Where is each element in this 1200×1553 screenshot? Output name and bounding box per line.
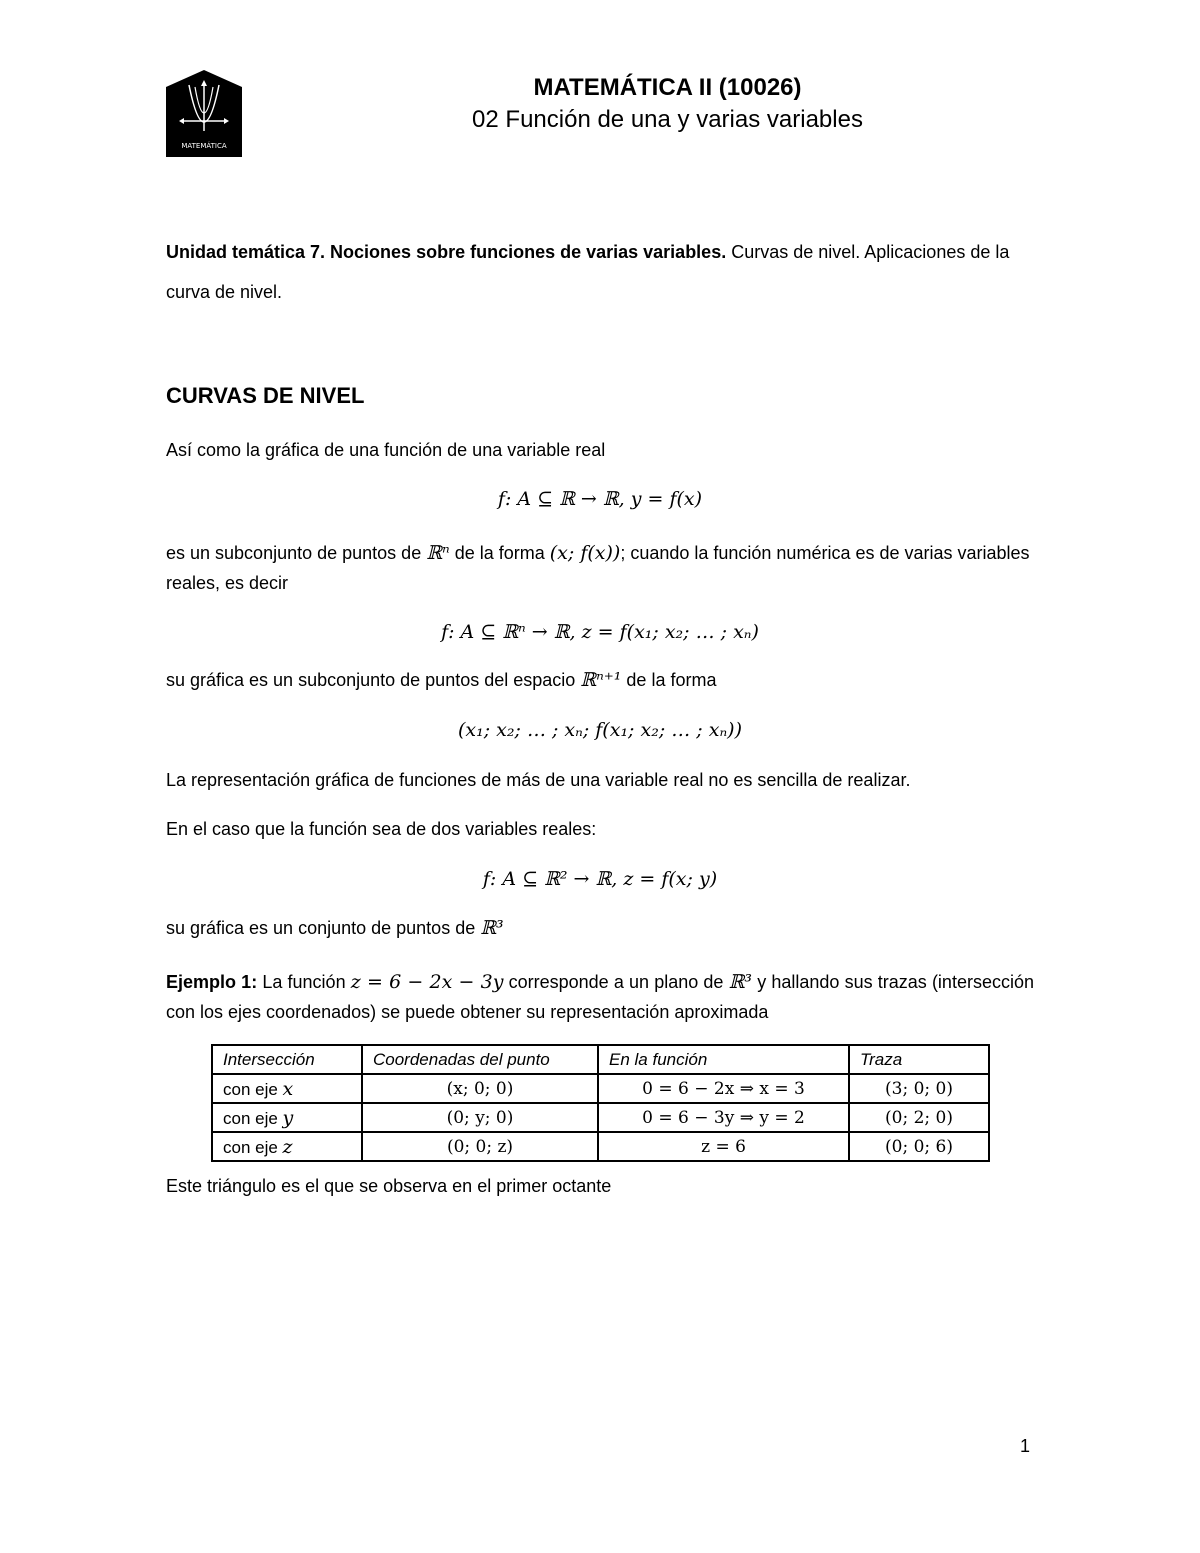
paragraph-3 [166,669,1034,691]
p2-text-b: de la forma [449,543,550,563]
row-label [212,1074,362,1103]
unit-bold-text: Unidad temática 7. Nociones sobre funciones de varias variables. [166,242,727,262]
table-row [212,1103,989,1132]
row-label-text: con eje [223,1137,283,1157]
p6-r3: ℝ³ [480,917,504,939]
p3-space: ℝⁿ⁺¹ [580,669,622,691]
row-label [212,1103,362,1132]
example-1 [166,967,1034,1027]
header-cell: Traza [849,1045,989,1074]
unit-rest-text: Curvas de nivel. Aplicaciones de la curva de nivel. [166,242,1010,302]
traces-table [211,1044,990,1162]
header-cell: Coordenadas del punto [362,1045,598,1074]
p2-text-c: ; cuando la función numérica es de varias variables reales, es decir [166,543,1030,593]
example-text-c: y hallando sus trazas (intersección con los ejes coordenados) se puede obtener su representación aproximada [166,972,1034,1022]
table-row [212,1074,989,1103]
function-cell: 0 = 6 − 2x ⇒ x = 3 [598,1074,849,1103]
p2-form: (x; f(x)) [549,542,621,564]
example-text-b: corresponde a un plano de [503,972,729,992]
function-cell: z = 6 [598,1132,849,1161]
table-row [212,1132,989,1161]
paragraph-1: Así como la gráfica de una función de una variable real [166,440,606,460]
equation-2: f: A ⊆ ℝⁿ → ℝ, z = f(x₁; x₂; … ; xₙ) [441,621,759,643]
equation-3: (x₁; x₂; … ; xₙ; f(x₁; x₂; … ; xₙ)) [457,719,742,741]
section-title: CURVAS DE NIVEL [166,383,365,408]
trace-cell: (3; 0; 0) [849,1074,989,1103]
paragraph-4: La representación gráfica de funciones de más de una variable real no es sencilla de realizar. [166,770,911,790]
coords-cell: (0; 0; z) [362,1132,598,1161]
paragraph-7: Este triángulo es el que se observa en el primer octante [166,1176,612,1196]
example-label: Ejemplo 1: [166,972,258,992]
coords-cell: (0; y; 0) [362,1103,598,1132]
table-header-row [212,1045,989,1074]
trace-cell: (0; 0; 6) [849,1132,989,1161]
p3-text-a: su gráfica es un subconjunto de puntos del espacio [166,670,581,690]
example-equation: z = 6 − 2x − 3y [350,971,504,993]
example-text-a: La función [257,972,351,992]
coords-cell: (x; 0; 0) [362,1074,598,1103]
paragraph-6 [166,917,1034,939]
equation-4: f: A ⊆ ℝ² → ℝ, z = f(x; y) [482,868,718,890]
p6-text-a: su gráfica es un conjunto de puntos de [166,918,481,938]
row-axis: y [282,1106,294,1129]
course-logo [165,69,243,157]
header-cell: En la función [598,1045,849,1074]
p2-text-a: es un subconjunto de puntos de [166,543,427,563]
row-axis: z [282,1135,293,1158]
document-subtitle: 02 Función de una y varias variables [472,106,863,133]
row-axis: x [282,1077,294,1100]
document-title: MATEMÁTICA II (10026) [533,74,802,101]
row-label-text: con eje [223,1108,283,1128]
equation-1: f: A ⊆ ℝ → ℝ, y = f(x) [497,488,703,510]
header-cell: Intersección [212,1045,362,1074]
row-label [212,1132,362,1161]
trace-cell: (0; 2; 0) [849,1103,989,1132]
p3-text-b: de la forma [621,670,717,690]
paragraph-5: En el caso que la función sea de dos variables reales: [166,819,597,839]
function-cell: 0 = 6 − 3y ⇒ y = 2 [598,1103,849,1132]
example-r3: ℝ³ [728,971,753,993]
paragraph-2 [166,538,1034,598]
page-number: 1 [1019,1436,1030,1456]
logo-text: MATEMÁTICA [181,142,227,150]
p2-rn: ℝⁿ [426,542,450,564]
row-label-text: con eje [223,1079,283,1099]
unit-description [166,232,1034,312]
